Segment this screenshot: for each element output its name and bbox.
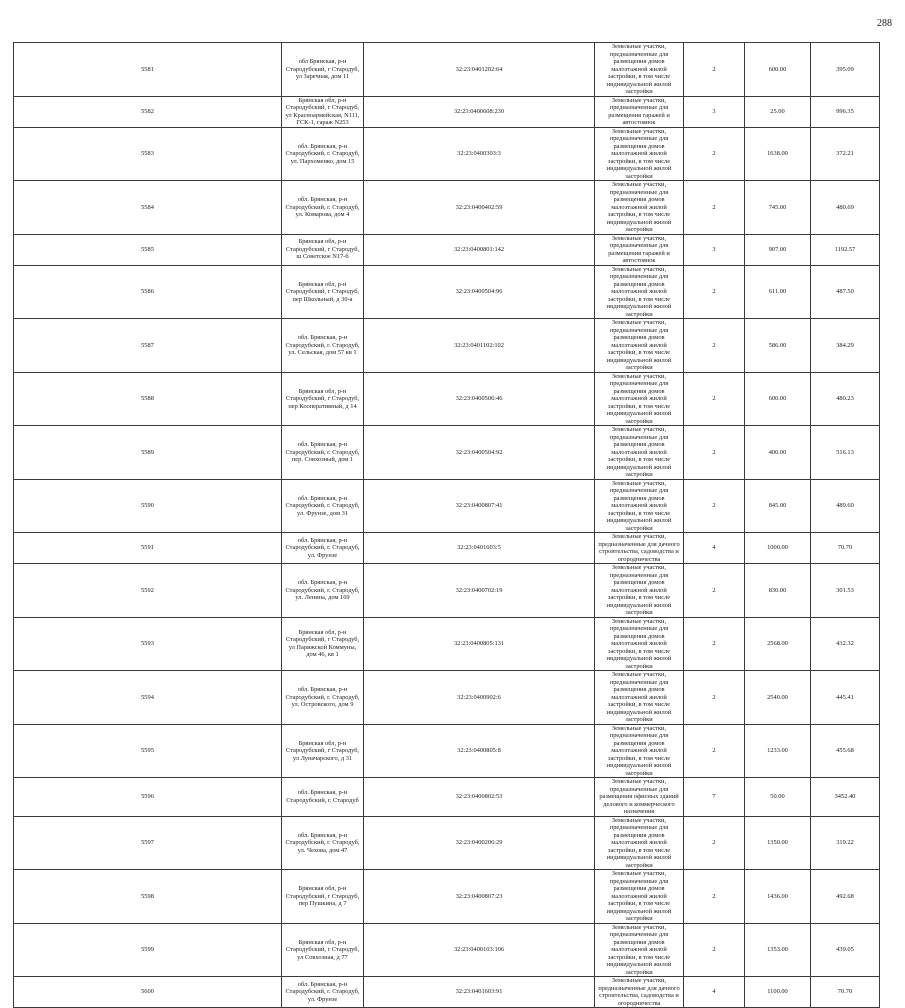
record-number-cell: 5585: [14, 234, 282, 265]
use-group-cell: 7: [684, 778, 745, 817]
cadastral-number-cell: 32:23:0401603:5: [364, 533, 595, 564]
record-number-cell: 5586: [14, 265, 282, 319]
cadastral-number-cell: 32:23:0400402:59: [364, 181, 595, 235]
area-cell: 600.00: [745, 43, 811, 97]
area-cell: 400.00: [745, 426, 811, 480]
area-cell: 830.00: [745, 564, 811, 618]
record-number-cell: 5595: [14, 724, 282, 778]
address-cell: обл. Брянская, р-н Стародубский, г. Стародуб, пер. Совхозный, дом 1: [282, 426, 364, 480]
use-group-cell: 3: [684, 96, 745, 127]
specific-value-cell: 384.29: [811, 319, 880, 373]
area-cell: 745.00: [745, 181, 811, 235]
use-group-cell: 2: [684, 816, 745, 870]
area-cell: 50.00: [745, 778, 811, 817]
land-use-cell: Земельные участки, предназначенные для размещения домов малоэтажной жилой застройки, в том числе индивидуальной жилой застройки: [595, 564, 684, 618]
area-cell: 1000.00: [745, 533, 811, 564]
address-cell: обл. Брянская, р-н Стародубский, г. Стародуб, ул. Сельская, дом 57 кв 1: [282, 319, 364, 373]
table-row: [14, 564, 880, 618]
table-row: [14, 265, 880, 319]
land-use-cell: Земельные участки, предназначенные для размещения офисных зданий делового и коммерческого назначения: [595, 778, 684, 817]
cadastral-number-cell: 32:23:0400807:23: [364, 870, 595, 924]
table-row: [14, 234, 880, 265]
table-row: [14, 533, 880, 564]
table-body: [14, 43, 880, 1008]
table-row: [14, 426, 880, 480]
specific-value-cell: 487.50: [811, 265, 880, 319]
record-number-cell: 5581: [14, 43, 282, 97]
record-number-cell: 5593: [14, 617, 282, 671]
address-cell: Брянская обл, р-н Стародубский, г Стародуб, пер Школьный, д 30-а: [282, 265, 364, 319]
address-cell: обл. Брянская, р-н Стародубский, г. Стародуб: [282, 778, 364, 817]
area-cell: 845.00: [745, 479, 811, 533]
use-group-cell: 2: [684, 181, 745, 235]
cadastral-number-cell: 32:23:0400506:46: [364, 372, 595, 426]
area-cell: 1233.00: [745, 724, 811, 778]
specific-value-cell: 445.41: [811, 671, 880, 725]
specific-value-cell: 439.05: [811, 923, 880, 977]
use-group-cell: 4: [684, 533, 745, 564]
area-cell: 907.00: [745, 234, 811, 265]
table-row: [14, 923, 880, 977]
record-number-cell: 5592: [14, 564, 282, 618]
record-number-cell: 5591: [14, 533, 282, 564]
address-cell: обл. Брянская, р-н Стародубский, г. Стародуб, ул. Пархоменко, дом 15: [282, 127, 364, 181]
use-group-cell: 2: [684, 564, 745, 618]
cadastral-number-cell: 32:23:0400902:6: [364, 671, 595, 725]
area-cell: 600.00: [745, 372, 811, 426]
table-row: [14, 479, 880, 533]
area-cell: 1353.00: [745, 923, 811, 977]
address-cell: Брянская обл, р-н Стародубский, г Стародуб, ул Луначарского, д 31: [282, 724, 364, 778]
address-cell: Брянская обл, р-н Стародубский, г Стародуб, ул Красноармейская, N111, ГСК-1, гараж N253: [282, 96, 364, 127]
address-cell: обл. Брянская, р-н Стародубский, г. Стародуб, ул. Островского, дом 9: [282, 671, 364, 725]
use-group-cell: 2: [684, 319, 745, 373]
cadastral-number-cell: 32:23:0400303:3: [364, 127, 595, 181]
specific-value-cell: 480.23: [811, 372, 880, 426]
land-use-cell: Земельные участки, предназначенные для дачного строительства, садоводства и огородничества: [595, 533, 684, 564]
table-row: [14, 778, 880, 817]
use-group-cell: 4: [684, 977, 745, 1008]
record-number-cell: 5597: [14, 816, 282, 870]
land-use-cell: Земельные участки, предназначенные для размещения домов малоэтажной жилой застройки, в том числе индивидуальной жилой застройки: [595, 319, 684, 373]
address-cell: обл. Брянская, р-н Стародубский, г. Стародуб, ул. Чехова, дом 47: [282, 816, 364, 870]
area-cell: 2568.00: [745, 617, 811, 671]
cadastral-number-cell: 32:23:0400802:53: [364, 778, 595, 817]
record-number-cell: 5589: [14, 426, 282, 480]
cadastral-number-cell: 32:23:0400608:230: [364, 96, 595, 127]
area-cell: 25.00: [745, 96, 811, 127]
specific-value-cell: 516.13: [811, 426, 880, 480]
table-row: [14, 816, 880, 870]
page-number: 288: [877, 18, 892, 29]
record-number-cell: 5598: [14, 870, 282, 924]
cadastral-number-cell: 32:23:0400805:8: [364, 724, 595, 778]
table-row: [14, 372, 880, 426]
record-number-cell: 5588: [14, 372, 282, 426]
use-group-cell: 2: [684, 372, 745, 426]
use-group-cell: 2: [684, 426, 745, 480]
record-number-cell: 5582: [14, 96, 282, 127]
land-use-cell: Земельные участки, предназначенные для размещения домов малоэтажной жилой застройки, в том числе индивидуальной жилой застройки: [595, 127, 684, 181]
specific-value-cell: 395.09: [811, 43, 880, 97]
land-use-cell: Земельные участки, предназначенные для размещения домов малоэтажной жилой застройки, в том числе индивидуальной жилой застройки: [595, 43, 684, 97]
area-cell: 1100.00: [745, 977, 811, 1008]
specific-value-cell: 301.53: [811, 564, 880, 618]
address-cell: обл. Брянская, р-н Стародубский, г. Стародуб, ул. Комарова, дом 4: [282, 181, 364, 235]
table-row: [14, 96, 880, 127]
land-use-cell: Земельные участки, предназначенные для размещения домов малоэтажной жилой застройки, в том числе индивидуальной жилой застройки: [595, 923, 684, 977]
use-group-cell: 2: [684, 617, 745, 671]
address-cell: обл. Брянская, р-н Стародубский, г. Стародуб, ул. Фрунзе, дом 31: [282, 479, 364, 533]
specific-value-cell: 489.60: [811, 479, 880, 533]
land-use-cell: Земельные участки, предназначенные для размещения домов малоэтажной жилой застройки, в том числе индивидуальной жилой застройки: [595, 724, 684, 778]
record-number-cell: 5587: [14, 319, 282, 373]
table-row: [14, 127, 880, 181]
specific-value-cell: 455.68: [811, 724, 880, 778]
land-use-cell: Земельные участки, предназначенные для размещения домов малоэтажной жилой застройки, в том числе индивидуальной жилой застройки: [595, 372, 684, 426]
land-use-cell: Земельные участки, предназначенные для размещения домов малоэтажной жилой застройки, в том числе индивидуальной жилой застройки: [595, 265, 684, 319]
table-row: [14, 181, 880, 235]
record-number-cell: 5596: [14, 778, 282, 817]
land-use-cell: Земельные участки, предназначенные для размещения гаражей и автостоянок: [595, 96, 684, 127]
cadastral-number-cell: 32:23:0400805:131: [364, 617, 595, 671]
area-cell: 1350.00: [745, 816, 811, 870]
cadastral-number-cell: 32:23:0401603:91: [364, 977, 595, 1008]
cadastral-number-cell: 32:23:0400504:92: [364, 426, 595, 480]
cadastral-number-cell: 32:23:0400206:29: [364, 816, 595, 870]
address-cell: Брянская обл, р-н Стародубский, г Стародуб, ул Совхозная, д 77: [282, 923, 364, 977]
address-cell: обл. Брянская, р-н Стародубский, г. Стародуб, ул. Фрунзе: [282, 533, 364, 564]
use-group-cell: 2: [684, 43, 745, 97]
address-cell: Брянская обл, р-н Стародубский, г Стародуб, пер Кооперативный, д 14: [282, 372, 364, 426]
area-cell: 1436.00: [745, 870, 811, 924]
cadastral-number-cell: 32:23:0400103:106: [364, 923, 595, 977]
record-number-cell: 5590: [14, 479, 282, 533]
table-row: [14, 671, 880, 725]
table-row: [14, 319, 880, 373]
land-use-cell: Земельные участки, предназначенные для размещения домов малоэтажной жилой застройки, в том числе индивидуальной жилой застройки: [595, 870, 684, 924]
use-group-cell: 2: [684, 479, 745, 533]
specific-value-cell: 1192.57: [811, 234, 880, 265]
address-cell: Брянская обл, р-н Стародубский, г Стародуб, пер Пушкина, д 7: [282, 870, 364, 924]
specific-value-cell: 432.32: [811, 617, 880, 671]
area-cell: 2540.00: [745, 671, 811, 725]
area-cell: 1638.00: [745, 127, 811, 181]
land-use-cell: Земельные участки, предназначенные для размещения домов малоэтажной жилой застройки, в том числе индивидуальной жилой застройки: [595, 816, 684, 870]
address-cell: Брянская обл, р-н Стародубский, г Стародуб, ул Парижской Коммуны, дом 46, кв 1: [282, 617, 364, 671]
record-number-cell: 5599: [14, 923, 282, 977]
record-number-cell: 5584: [14, 181, 282, 235]
table-row: [14, 724, 880, 778]
use-group-cell: 3: [684, 234, 745, 265]
cadastral-number-cell: 32:23:0400702:19: [364, 564, 595, 618]
specific-value-cell: 70.70: [811, 533, 880, 564]
specific-value-cell: 70.70: [811, 977, 880, 1008]
table-row: [14, 43, 880, 97]
land-use-cell: Земельные участки, предназначенные для размещения домов малоэтажной жилой застройки, в том числе индивидуальной жилой застройки: [595, 671, 684, 725]
specific-value-cell: 372.21: [811, 127, 880, 181]
specific-value-cell: 319.22: [811, 816, 880, 870]
land-use-cell: Земельные участки, предназначенные для размещения домов малоэтажной жилой застройки, в том числе индивидуальной жилой застройки: [595, 617, 684, 671]
table-row: [14, 617, 880, 671]
address-cell: Брянская обл, р-н Стародубский, г Стародуб, ш Советское N17-б: [282, 234, 364, 265]
land-use-cell: Земельные участки, предназначенные для дачного строительства, садоводства и огородничества: [595, 977, 684, 1008]
specific-value-cell: 480.69: [811, 181, 880, 235]
cadastral-number-cell: 32:23:0401202:64: [364, 43, 595, 97]
cadastral-number-cell: 32:23:0400801:142: [364, 234, 595, 265]
cadastral-number-cell: 32:23:0401102:102: [364, 319, 595, 373]
specific-value-cell: 3452.40: [811, 778, 880, 817]
area-cell: 586.00: [745, 319, 811, 373]
use-group-cell: 2: [684, 671, 745, 725]
address-cell: обл Брянская, р-н Стародубский, г Стародуб, ул Заречная, дом 11: [282, 43, 364, 97]
cadastral-number-cell: 32:23:0400807:41: [364, 479, 595, 533]
table-row: [14, 870, 880, 924]
use-group-cell: 2: [684, 870, 745, 924]
address-cell: обл. Брянская, р-н Стародубский, г. Стародуб, ул. Фрунзе: [282, 977, 364, 1008]
record-number-cell: 5583: [14, 127, 282, 181]
specific-value-cell: 996.35: [811, 96, 880, 127]
table-row: [14, 977, 880, 1008]
land-use-cell: Земельные участки, предназначенные для размещения домов малоэтажной жилой застройки, в том числе индивидуальной жилой застройки: [595, 426, 684, 480]
record-number-cell: 5594: [14, 671, 282, 725]
use-group-cell: 2: [684, 127, 745, 181]
specific-value-cell: 492.68: [811, 870, 880, 924]
use-group-cell: 2: [684, 724, 745, 778]
use-group-cell: 2: [684, 923, 745, 977]
address-cell: обл. Брянская, р-н Стародубский, г. Стародуб, ул. Ленина, дом 169: [282, 564, 364, 618]
cadastral-value-table: [13, 42, 880, 1008]
cadastral-number-cell: 32:23:0400504:96: [364, 265, 595, 319]
area-cell: 611.00: [745, 265, 811, 319]
record-number-cell: 5600: [14, 977, 282, 1008]
land-use-cell: Земельные участки, предназначенные для размещения домов малоэтажной жилой застройки, в том числе индивидуальной жилой застройки: [595, 479, 684, 533]
use-group-cell: 2: [684, 265, 745, 319]
land-use-cell: Земельные участки, предназначенные для размещения гаражей и автостоянок: [595, 234, 684, 265]
land-use-cell: Земельные участки, предназначенные для размещения домов малоэтажной жилой застройки, в том числе индивидуальной жилой застройки: [595, 181, 684, 235]
